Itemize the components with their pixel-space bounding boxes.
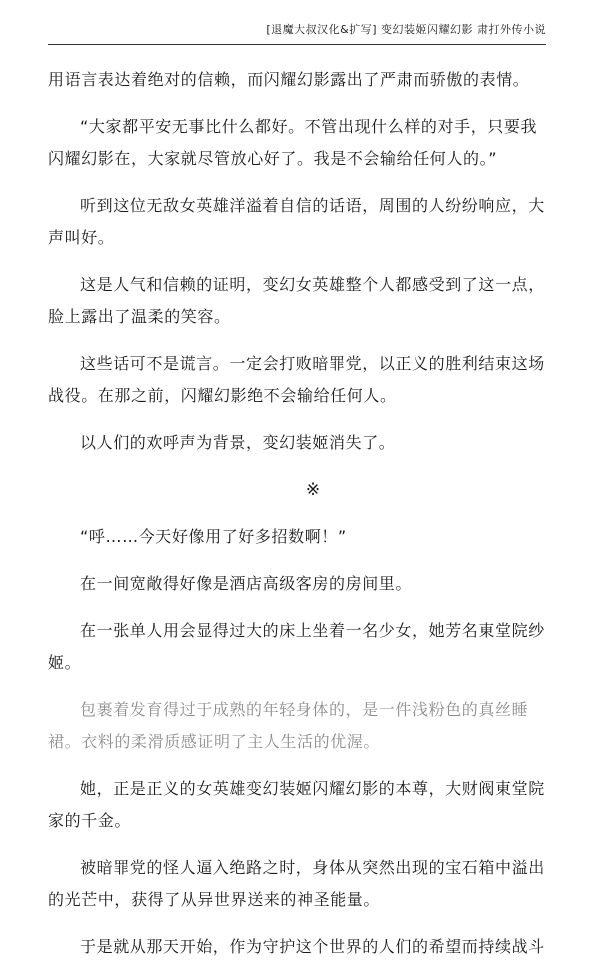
paragraph: “呼……今天好像用了好多招数啊！” [80,527,347,546]
paragraph: 在一张单人用会显得过大的床上坐着一名少女，她芳名東堂院纱姬。 [48,621,545,672]
paragraph: 这些话可不是谎言。一定会打败暗罪党，以正义的胜利结束这场战役。在那之前，闪耀幻影绝不会输给任何人。 [48,354,545,405]
section-separator: ※ [305,480,321,500]
paragraph: 被暗罪党的怪人逼入绝路之时，身体从突然出现的宝石箱中溢出的光芒中，获得了从异世界送来的神圣能量。 [48,858,545,909]
paragraph: 用语言表达着绝对的信赖，而闪耀幻影露出了严肃而骄傲的表情。 [48,70,530,89]
paragraph: “大家都平安无事比什么都好。不管出现什么样的对手，只要我闪耀幻影在，大家就尽管放心好了。我是不会输给任何人的。” [48,117,538,168]
document-body [48,64,548,963]
page-header [48,22,546,45]
paragraph: 包裹着发育得过于成熟的年轻身体的，是一件浅粉色的真丝睡裙。衣料的柔滑质感证明了主人生活的优渥。 [48,700,529,751]
paragraph: 她，正是正义的女英雄变幻装姬闪耀幻影的本尊，大财阀東堂院家的千金。 [48,779,545,830]
header-title: [退魔大叔汉化&扩写] 变幻装姬闪耀幻影 肃打外传小说 [266,23,546,36]
paragraph: 于是就从那天开始，作为守护这个世界的人们的希望而持续战斗 [80,937,545,956]
paragraph: 听到这位无敌女英雄洋溢着自信的话语，周围的人纷纷响应，大声叫好。 [48,196,545,247]
paragraph: 在一间宽敞得好像是酒店高级客房的房间里。 [80,574,413,593]
paragraph: 以人们的欢呼声为背景，变幻装姬消失了。 [80,433,396,452]
paragraph: 这是人气和信赖的证明，变幻女英雄整个人都感受到了这一点，脸上露出了温柔的笑容。 [48,275,545,326]
